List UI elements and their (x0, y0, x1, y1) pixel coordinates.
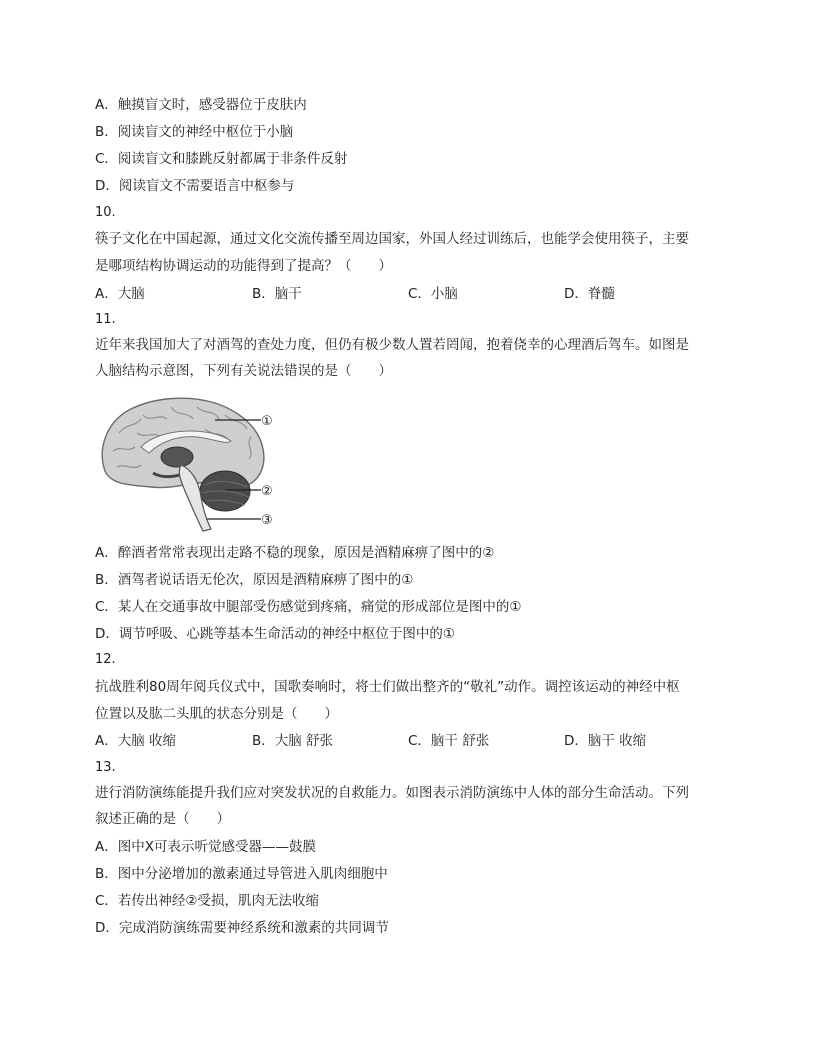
figure-label-2: ② (261, 484, 273, 499)
q9-option-a: A．触摸盲文时，感受器位于皮肤内 (95, 97, 307, 113)
q11-option-a: A．醉酒者常常表现出走路不稳的现象，原因是酒精麻痹了图中的② (95, 545, 495, 561)
q10-option-a: A．大脑 (95, 286, 145, 302)
brain-illustration (97, 393, 282, 533)
q11-stem-line2: 人脑结构示意图，下列有关说法错误的是（ ） (95, 363, 392, 379)
q13-option-b: B．图中分泌增加的激素通过导管进入肌肉细胞中 (95, 866, 388, 882)
q13-option-d: D．完成消防演练需要神经系统和激素的共同调节 (95, 920, 389, 936)
q13-stem-line2: 叙述正确的是（ ） (95, 811, 230, 827)
q11-number: 11. (95, 312, 116, 327)
figure-label-3: ③ (261, 513, 273, 528)
q12-options (95, 732, 735, 750)
q10-stem-line1: 筷子文化在中国起源，通过文化交流传播至周边国家，外国人经过训练后，也能学会使用筷子，主要 (95, 231, 689, 247)
q10-stem-line2: 是哪项结构协调运动的功能得到了提高？（ ） (95, 258, 392, 274)
q9-option-b: B．阅读盲文的神经中枢位于小脑 (95, 124, 294, 140)
q10-option-d: D．脊髓 (564, 286, 615, 302)
q11-option-c: C．某人在交通事故中腿部受伤感觉到疼痛，痛觉的形成部位是图中的① (95, 599, 522, 615)
q9-option-c: C．阅读盲文和膝跳反射都属于非条件反射 (95, 151, 348, 167)
q12-option-a: A．大脑 收缩 (95, 733, 177, 749)
q12-stem-line1: 抗战胜利80周年阅兵仪式中，国歌奏响时，将士们做出整齐的“敬礼”动作。调控该运动的神经中枢 (95, 679, 680, 695)
q12-option-b: B．大脑 舒张 (252, 733, 334, 749)
brain-diagram (97, 393, 282, 533)
q11-option-b: B．酒驾者说话语无伦次，原因是酒精麻痹了图中的① (95, 572, 414, 588)
q13-option-c: C．若传出神经②受损，肌肉无法收缩 (95, 893, 320, 909)
q10-options (95, 285, 735, 303)
q13-option-a: A．图中X可表示听觉感受器——鼓膜 (95, 839, 316, 855)
q12-number: 12. (95, 652, 116, 667)
q11-option-d: D．调节呼吸、心跳等基本生命活动的神经中枢位于图中的① (95, 626, 455, 642)
q10-number: 10. (95, 205, 116, 220)
q13-number: 13. (95, 760, 116, 775)
q12-option-c: C．脑干 舒张 (408, 733, 490, 749)
q10-option-c: C．小脑 (408, 286, 458, 302)
q9-option-d: D．阅读盲文不需要语言中枢参与 (95, 178, 295, 194)
figure-label-1: ① (261, 414, 273, 429)
q11-stem-line1: 近年来我国加大了对酒驾的查处力度，但仍有极少数人置若罔闻，抱着侥幸的心理酒后驾车。如图是 (95, 337, 689, 353)
q12-option-d: D．脑干 收缩 (564, 733, 647, 749)
q13-stem-line1: 进行消防演练能提升我们应对突发状况的自救能力。如图表示消防演练中人体的部分生命活动。下列 (95, 785, 689, 801)
q12-stem-line2: 位置以及肱二头肌的状态分别是（ ） (95, 706, 338, 722)
q10-option-b: B．脑干 (252, 286, 302, 302)
